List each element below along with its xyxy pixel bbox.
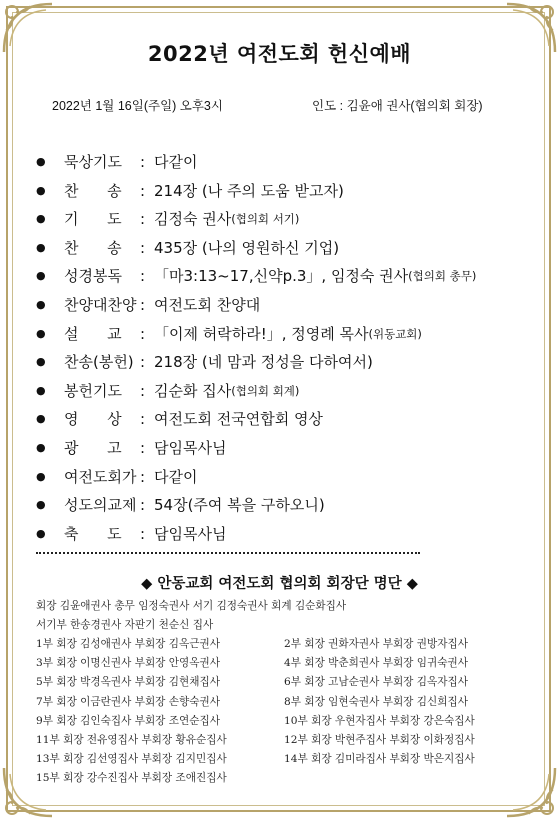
bullet-icon: ● <box>36 383 46 397</box>
order-label: 성도의교제 <box>64 496 137 515</box>
division-cell: 7부 회장 이금란권사 부회장 손향숙권사 <box>36 695 220 708</box>
division-cell: 8부 회장 임현숙권사 부회장 김신희집사 <box>284 695 468 708</box>
order-value: 435장 (나의 영원하신 기업) <box>154 238 340 257</box>
order-label: 기 도 <box>64 210 122 229</box>
bullet-icon: ● <box>36 526 46 540</box>
committee-list <box>36 597 536 789</box>
committee-secretary: 서기부 한송경권사 자판기 천순신 집사 <box>36 619 214 631</box>
division-cell: 4부 회장 박춘희권사 부회장 임귀숙권사 <box>284 657 468 670</box>
order-label: 찬 송 <box>64 238 122 257</box>
division-row <box>36 712 536 731</box>
bullet-icon: ● <box>36 183 46 197</box>
bullet-icon: ● <box>36 498 46 512</box>
order-item: ● 기 도 : 김정숙 권사 (협의회 서기) <box>36 205 476 234</box>
bullet-icon: ● <box>36 269 46 283</box>
order-label: 축 도 <box>64 524 122 543</box>
order-item: ● 봉헌기도 : 김순화 집사 (협의회 회계) <box>36 377 476 406</box>
order-value: 54장(주여 복을 구하오니) <box>154 496 325 515</box>
page-title: 2022년 여전도회 헌신예배 <box>147 42 412 66</box>
division-row <box>36 750 536 769</box>
division-cell: 3부 회장 이명신권사 부회장 안영옥권사 <box>36 657 220 670</box>
division-cell: 5부 회장 박경옥권사 부회장 김현채집사 <box>36 676 220 689</box>
order-value: 「이제 허락하라!」, 정영례 목사 <box>154 324 369 343</box>
order-label: 찬송(봉헌) <box>64 353 134 372</box>
division-row <box>36 693 536 712</box>
order-value: 담임목사님 <box>154 438 227 457</box>
order-item: ● 설 교 : 「이제 허락하라!」, 정영례 목사 (위동교회) <box>36 320 476 349</box>
division-row <box>36 635 536 654</box>
order-item: ● 찬 송 : 435장 (나의 영원하신 기업) <box>36 234 476 263</box>
order-label: 찬 송 <box>64 181 122 200</box>
order-value: 여전도회 찬양대 <box>154 295 261 314</box>
order-item: ● 광 고 : 담임목사님 <box>36 434 476 463</box>
service-leader: 인도 : 김윤애 권사(협의회 회장) <box>312 99 483 113</box>
division-cell: 14부 회장 김미라집사 부회장 박은지집사 <box>284 753 475 766</box>
division-cell: 15부 회장 강수진집사 부회장 조애진집사 <box>36 772 227 785</box>
division-row <box>36 731 536 750</box>
division-cell: 12부 회장 박현주집사 부회장 이화정집사 <box>284 733 475 746</box>
division-row <box>36 769 536 788</box>
service-date: 2022년 1월 16일(주일) 오후3시 <box>52 99 223 113</box>
order-item: ● 찬송(봉헌) : 218장 (네 맘과 정성을 다하여서) <box>36 348 476 377</box>
order-note: (협의회 서기) <box>231 212 300 227</box>
order-label: 묵상기도 <box>64 153 122 171</box>
bullet-icon: ● <box>36 155 46 168</box>
division-cell: 11부 회장 전유영집사 부회장 황유순집사 <box>36 733 227 746</box>
order-value: 김순화 집사 <box>154 381 232 400</box>
order-item: ● 성경봉독 : 「마3:13~17,신약p.3」, 임정숙 권사 (협의회 총무) <box>36 262 476 291</box>
division-cell: 1부 회장 김성애권사 부회장 김옥근권사 <box>36 638 220 650</box>
order-label: 설 교 <box>64 324 122 343</box>
dotted-divider <box>36 552 420 554</box>
order-label: 봉헌기도 <box>64 381 122 400</box>
division-row <box>36 673 536 692</box>
order-item: ● 여전도회가 : 다같이 <box>36 463 476 492</box>
order-label: 영 상 <box>64 410 122 429</box>
order-note: (위동교회) <box>368 326 422 341</box>
order-item: ● 성도의교제 : 54장(주여 복을 구하오니) <box>36 491 476 520</box>
bullet-icon: ● <box>36 297 46 311</box>
bullet-icon: ● <box>36 212 46 226</box>
bullet-icon: ● <box>36 440 46 454</box>
order-value: 214장 (나 주의 도움 받고자) <box>154 181 344 200</box>
bullet-icon: ● <box>36 469 46 483</box>
division-cell: 10부 회장 우현자집사 부회장 강은숙집사 <box>284 714 475 727</box>
order-of-worship <box>36 148 476 548</box>
division-row <box>36 654 536 673</box>
bullet-icon: ● <box>36 240 46 254</box>
order-value: 담임목사님 <box>154 524 227 543</box>
order-note: (협의회 회계) <box>231 383 300 398</box>
order-item: ● 묵상기도 : 다같이 <box>36 148 476 177</box>
order-value: 218장 (네 맘과 정성을 다하여서) <box>154 353 373 372</box>
committee-title: ◆ 안동교회 여전도회 협의회 회장단 명단 ◆ <box>141 575 418 592</box>
order-label: 찬양대찬양 <box>64 295 137 314</box>
division-cell: 9부 회장 김인숙집사 부회장 조연순집사 <box>36 714 220 727</box>
order-item: ● 찬양대찬양 : 여전도회 찬양대 <box>36 291 476 320</box>
bullet-icon: ● <box>36 355 46 369</box>
order-label: 여전도회가 <box>64 467 137 486</box>
order-value: 김정숙 권사 <box>154 210 232 229</box>
order-label: 성경봉독 <box>64 267 122 286</box>
division-cell: 2부 회장 권화자권사 부회장 권방자집사 <box>284 638 468 650</box>
bullet-icon: ● <box>36 326 46 340</box>
order-value: 「마3:13~17,신약p.3」, 임정숙 권사 <box>154 267 409 286</box>
order-item: ● 영 상 : 여전도회 전국연합회 영상 <box>36 405 476 434</box>
bullet-icon: ● <box>36 412 46 426</box>
order-value: 여전도회 전국연합회 영상 <box>154 410 323 429</box>
order-note: (협의회 총무) <box>408 269 477 284</box>
order-value: 다같이 <box>154 467 198 486</box>
order-label: 광 고 <box>64 438 122 457</box>
order-value: 다같이 <box>154 153 198 171</box>
division-cell: 13부 회장 김선영집사 부회장 김지민집사 <box>36 753 227 766</box>
order-item: ● 축 도 : 담임목사님 <box>36 520 476 549</box>
division-cell: 6부 회장 고남순권사 부회장 김옥자집사 <box>284 676 468 689</box>
order-item: ● 찬 송 : 214장 (나 주의 도움 받고자) <box>36 177 476 206</box>
committee-officers: 회장 김윤애권사 총무 임정숙권사 서기 김정숙권사 회계 김순화집사 <box>36 600 347 612</box>
